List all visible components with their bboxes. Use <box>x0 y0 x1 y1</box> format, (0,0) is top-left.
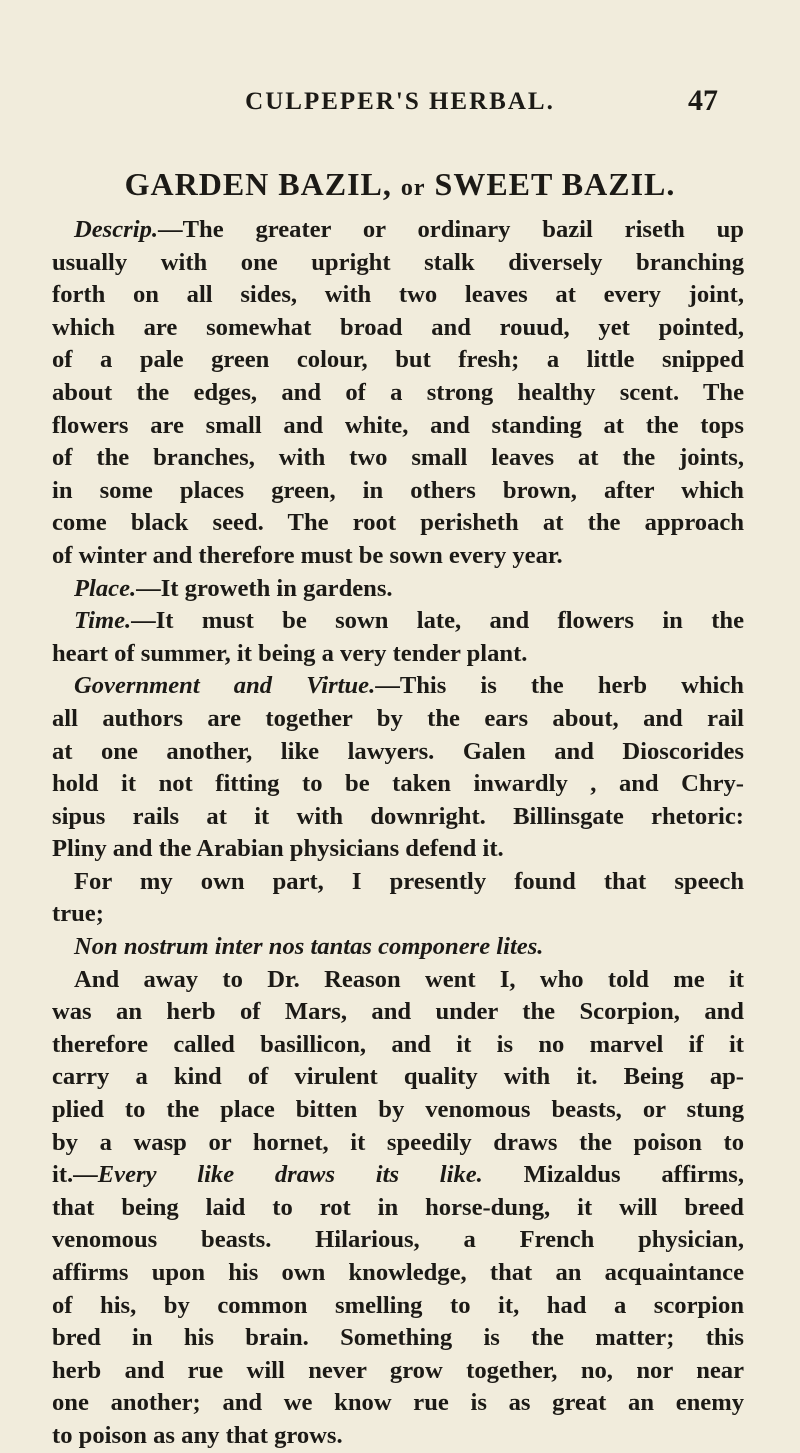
text-line <box>52 1257 744 1290</box>
text-line <box>52 931 744 964</box>
text-line <box>52 247 744 280</box>
line-text: bred in his brain. Something is the matter; this <box>52 1324 744 1352</box>
text-line <box>52 475 744 508</box>
text-line <box>52 442 744 475</box>
line-text: Mizaldus affirms, <box>482 1161 744 1189</box>
section-heading: Place. <box>74 574 137 602</box>
text-line <box>52 703 744 736</box>
line-text: of his, by common smelling to it, had a scorpion <box>52 1291 744 1319</box>
text-line <box>52 214 744 247</box>
text-line <box>52 1224 744 1257</box>
text-line <box>52 573 744 606</box>
line-text: For my own part, I presently found that speech <box>74 867 744 895</box>
line-text: affirms upon his own knowledge, that an acquaintance <box>52 1259 744 1286</box>
line-text: about the edges, and of a strong healthy scent. The <box>52 378 744 406</box>
text-line <box>52 736 744 769</box>
text-line <box>52 996 744 1029</box>
line-text: —It must be sown late, and flowers in the <box>131 607 744 635</box>
line-text: of the branches, with two small leaves at the joints, <box>52 444 744 472</box>
text-line <box>52 1420 744 1453</box>
line-text: therefore called basillicon, and it is no marvel if it <box>52 1030 744 1058</box>
line-text: to poison as any that grows. <box>52 1421 343 1449</box>
line-text: which are somewhat broad and rouud, yet pointed, <box>52 313 744 341</box>
text-line <box>52 670 744 703</box>
line-text: true; <box>52 900 104 928</box>
italic-quote: Every like draws its like. <box>97 1161 483 1189</box>
section-heading: Time. <box>74 607 132 635</box>
text-line <box>52 1061 744 1094</box>
line-text: plied to the place bitten by venomous beasts, or stung <box>52 1096 744 1124</box>
line-text: that being laid to rot in horse-dung, it will breed <box>52 1193 744 1221</box>
text-line <box>52 377 744 410</box>
line-text: one another; and we know rue is as great an enemy <box>52 1389 744 1417</box>
text-line <box>52 638 744 671</box>
text-line <box>52 1159 744 1192</box>
text-line <box>52 410 744 443</box>
line-text: come black seed. The root perisheth at the approach <box>52 509 744 537</box>
text-line <box>52 801 744 834</box>
text-line <box>52 1192 744 1225</box>
line-text: at one another, like lawyers. Galen and Dioscorides <box>52 737 744 765</box>
line-text: hold it not fitting to be taken inwardly , and Chry- <box>52 770 744 798</box>
line-text: sipus rails at it with downright. Billinsgate rhetoric: <box>52 802 744 830</box>
text-line <box>52 279 744 312</box>
line-text: Non nostrum inter nos tantas componere lites. <box>74 933 544 961</box>
line-text: venomous beasts. Hilarious, a French physician, <box>52 1226 744 1254</box>
page-number: 47 <box>688 84 718 117</box>
text-line <box>52 1387 744 1420</box>
line-text: —It groweth in gardens. <box>136 574 393 602</box>
section-heading: Descrip. <box>74 216 159 243</box>
line-text: all authors are together by the ears about, and rail <box>52 704 744 732</box>
line-text: And away to Dr. Reason went I, who told me it <box>74 965 744 993</box>
text-line <box>52 1322 744 1355</box>
section-heading: Government and Virtue. <box>74 672 376 700</box>
text-line <box>52 866 744 899</box>
running-head: CULPEPER'S HERBAL. <box>245 88 555 115</box>
text-line <box>52 768 744 801</box>
text-line <box>52 1355 744 1388</box>
text-line <box>52 964 744 997</box>
line-text: herb and rue will never grow together, no, nor near <box>52 1356 744 1384</box>
text-line <box>52 344 744 377</box>
text-line <box>52 1094 744 1127</box>
text-line <box>52 1029 744 1062</box>
chapter-title <box>0 166 800 203</box>
line-text: Pliny and the Arabian physicians defend it. <box>52 835 504 863</box>
line-text: by a wasp or hornet, it speedily draws the poison to <box>52 1128 744 1156</box>
body-text <box>52 214 744 1453</box>
line-text: was an herb of Mars, and under the Scorpion, and <box>52 998 744 1026</box>
title-main: GARDEN BAZIL, <box>124 166 392 202</box>
line-text: —This is the herb which <box>375 672 744 700</box>
line-text: it.— <box>52 1161 98 1189</box>
text-line <box>52 1127 744 1160</box>
line-text: of a pale green colour, but fresh; a little snipped <box>52 346 744 374</box>
line-text: —The greater or ordinary bazil riseth up <box>158 216 744 243</box>
text-line <box>52 312 744 345</box>
text-line <box>52 605 744 638</box>
text-line <box>52 540 744 573</box>
title-alt: SWEET BAZIL. <box>434 166 676 202</box>
line-text: usually with one upright stalk diversely branching <box>52 248 744 276</box>
line-text: carry a kind of virulent quality with it. Being ap- <box>52 1063 744 1091</box>
line-text: flowers are small and white, and standing at the tops <box>52 411 744 439</box>
line-text: heart of summer, it being a very tender plant. <box>52 639 528 667</box>
text-line <box>52 507 744 540</box>
line-text: of winter and therefore must be sown every year. <box>52 541 563 569</box>
text-line <box>52 833 744 866</box>
line-text: in some places green, in others brown, after which <box>52 476 744 504</box>
text-line <box>52 898 744 931</box>
title-or: or <box>400 175 426 201</box>
text-line <box>52 1290 744 1323</box>
line-text: forth on all sides, with two leaves at every joint, <box>52 281 744 309</box>
